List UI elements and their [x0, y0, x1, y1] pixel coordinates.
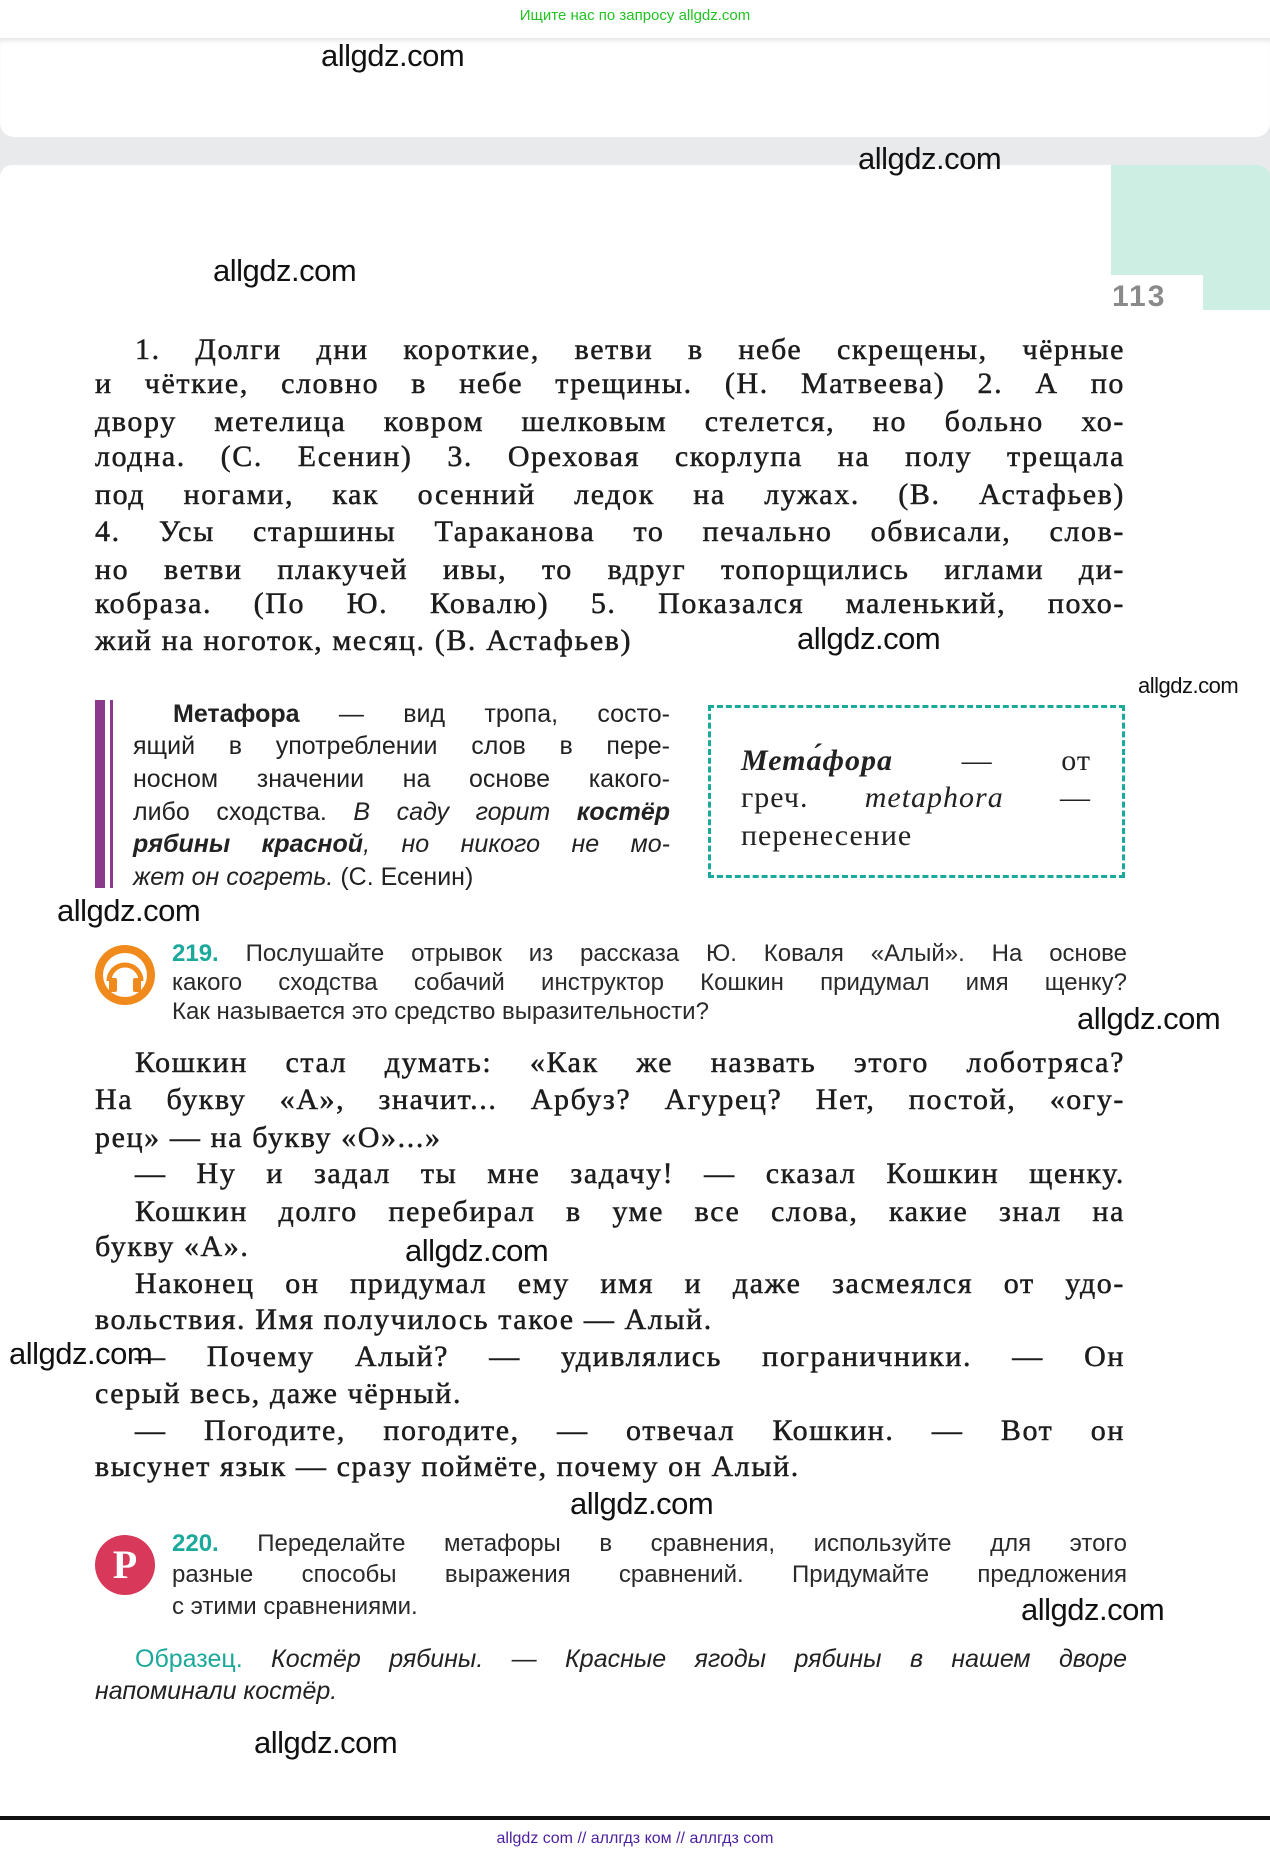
text-line	[133, 700, 670, 729]
watermark: allgdz.com	[570, 1486, 714, 1521]
text: — от	[892, 744, 1091, 777]
text-line: На букву «А», значит... Арбуз? Агурец? Нет, постой, «огу-	[95, 1083, 1125, 1116]
example-bold: рябины красной	[133, 830, 364, 858]
text-line: разные способы выражения сравнений. Придумайте предложения	[172, 1561, 1127, 1588]
text-line	[172, 1530, 1127, 1558]
text-line	[172, 940, 1127, 968]
watermark: allgdz.com	[321, 38, 465, 73]
text-line: но ветви плакучей ивы, то вдруг топорщились иглами ди-	[95, 553, 1125, 586]
text-line	[95, 1645, 1127, 1674]
watermark: allgdz.com	[213, 253, 357, 288]
text-line: носном значении на основе какого-	[133, 765, 670, 793]
term: Метафора	[173, 700, 300, 728]
text: греч.	[741, 781, 865, 814]
text-line: — Погодите, погодите, — отвечал Кошкин. — Вот он	[135, 1414, 1125, 1447]
watermark: allgdz.com	[797, 621, 941, 656]
text-line: 4. Усы старшины Тараканова то печально обвисали, слов-	[95, 515, 1125, 548]
text-line: под ногами, как осенний ледок на лужах. (В. Астафьев)	[95, 478, 1125, 511]
exercise-number: 219.	[172, 940, 219, 967]
watermark: allgdz.com	[405, 1233, 549, 1268]
text-line: — Почему Алый? — удивлялись пограничники. — Он	[135, 1340, 1125, 1373]
example-bold: костёр	[576, 798, 670, 826]
text: — вид тропа, состо-	[299, 700, 670, 728]
watermark: allgdz.com	[1021, 1592, 1165, 1627]
text: —	[1003, 781, 1091, 814]
text-line: серый весь, даже чёрный.	[95, 1377, 463, 1410]
text-line: рец» — на букву «О»...»	[95, 1121, 442, 1154]
definition-accent-bar	[95, 700, 105, 888]
greek-word: metaphora	[864, 781, 1004, 814]
text-line	[741, 744, 1091, 778]
top-banner	[0, 0, 1270, 38]
text-line: Кошкин долго перебирал в уме все слова, какие знал на	[135, 1195, 1125, 1228]
page-number: 113	[1112, 280, 1167, 313]
watermark: allgdz.com	[1077, 1001, 1221, 1036]
definition-accent-bar-thin	[110, 700, 113, 888]
text-line	[133, 798, 670, 827]
text-line	[133, 830, 670, 859]
text-line: с этими сравнениями.	[172, 1593, 418, 1620]
banner-text: Ищите нас по запросу allgdz.com	[519, 7, 751, 24]
example-text: , но никого не мо-	[363, 830, 670, 858]
text-line: напоминали костёр.	[95, 1677, 338, 1705]
example-text: жет он согреть.	[133, 863, 334, 891]
text-line: перенесение	[741, 819, 913, 852]
text-line	[741, 781, 1091, 815]
text: Костёр рябины. — Красные ягоды рябины в нашем дворе	[242, 1645, 1127, 1673]
text: Послушайте отрывок из рассказа Ю. Коваля «Алый». На основе	[218, 940, 1127, 967]
headphones-icon	[95, 945, 155, 1005]
text-line	[133, 863, 670, 892]
watermark: allgdz.com	[858, 141, 1002, 176]
top-card	[0, 38, 1270, 137]
text-line: Кошкин стал думать: «Как же назвать этого лоботряса?	[135, 1046, 1125, 1079]
text: либо сходства.	[133, 798, 354, 826]
watermark: allgdz.com	[9, 1336, 153, 1371]
author: (С. Есенин)	[333, 863, 474, 891]
exercise-number: 220.	[172, 1530, 219, 1557]
footer	[0, 1820, 1270, 1858]
text-line: высунет язык — сразу поймёте, почему он Алый.	[95, 1450, 800, 1483]
term: Мета́фора	[741, 744, 893, 777]
r-badge-icon: Р	[95, 1535, 155, 1595]
watermark: allgdz.com	[254, 1725, 398, 1760]
text-line: 1. Долги дни короткие, ветви в небе скрещены, чёрные	[135, 333, 1125, 366]
example-text: В саду горит	[353, 798, 577, 826]
text-line: двору метелица ковром шелковым стелется, но больно хо-	[95, 405, 1125, 438]
text-line: лодна. (С. Есенин) 3. Ореховая скорлупа на полу трещала	[95, 440, 1125, 473]
text-line: кобраза. (По Ю. Ковалю) 5. Показался маленький, похо-	[95, 587, 1125, 620]
text-line: букву «А».	[95, 1230, 250, 1263]
footer-text: allgdz com // аллгдз ком // аллгдз com	[496, 1830, 774, 1847]
text-line: Как называется это средство выразительности?	[172, 998, 709, 1025]
sample-label: Образец.	[135, 1645, 243, 1673]
text-line: вольствия. Имя получилось такое — Алый.	[95, 1303, 713, 1336]
text-line: и чёткие, словно в небе трещины. (Н. Матвеева) 2. А по	[95, 367, 1125, 400]
watermark: allgdz.com	[57, 893, 201, 928]
etymology-box	[708, 705, 1125, 878]
text-line: какого сходства собачий инструктор Кошкин придумал имя щенку?	[172, 969, 1127, 996]
text-line: Наконец он придумал ему имя и даже засмеялся от удо-	[135, 1267, 1125, 1300]
text: Переделайте метафоры в сравнения, используйте для этого	[218, 1530, 1127, 1557]
text-line: жий на ноготок, месяц. (В. Астафьев)	[95, 624, 633, 657]
text-line: ящий в употреблении слов в пере-	[133, 732, 670, 760]
text-line: — Ну и задал ты мне задачу! — сказал Кошкин щенку.	[135, 1157, 1125, 1190]
watermark: allgdz.com	[1138, 673, 1239, 698]
